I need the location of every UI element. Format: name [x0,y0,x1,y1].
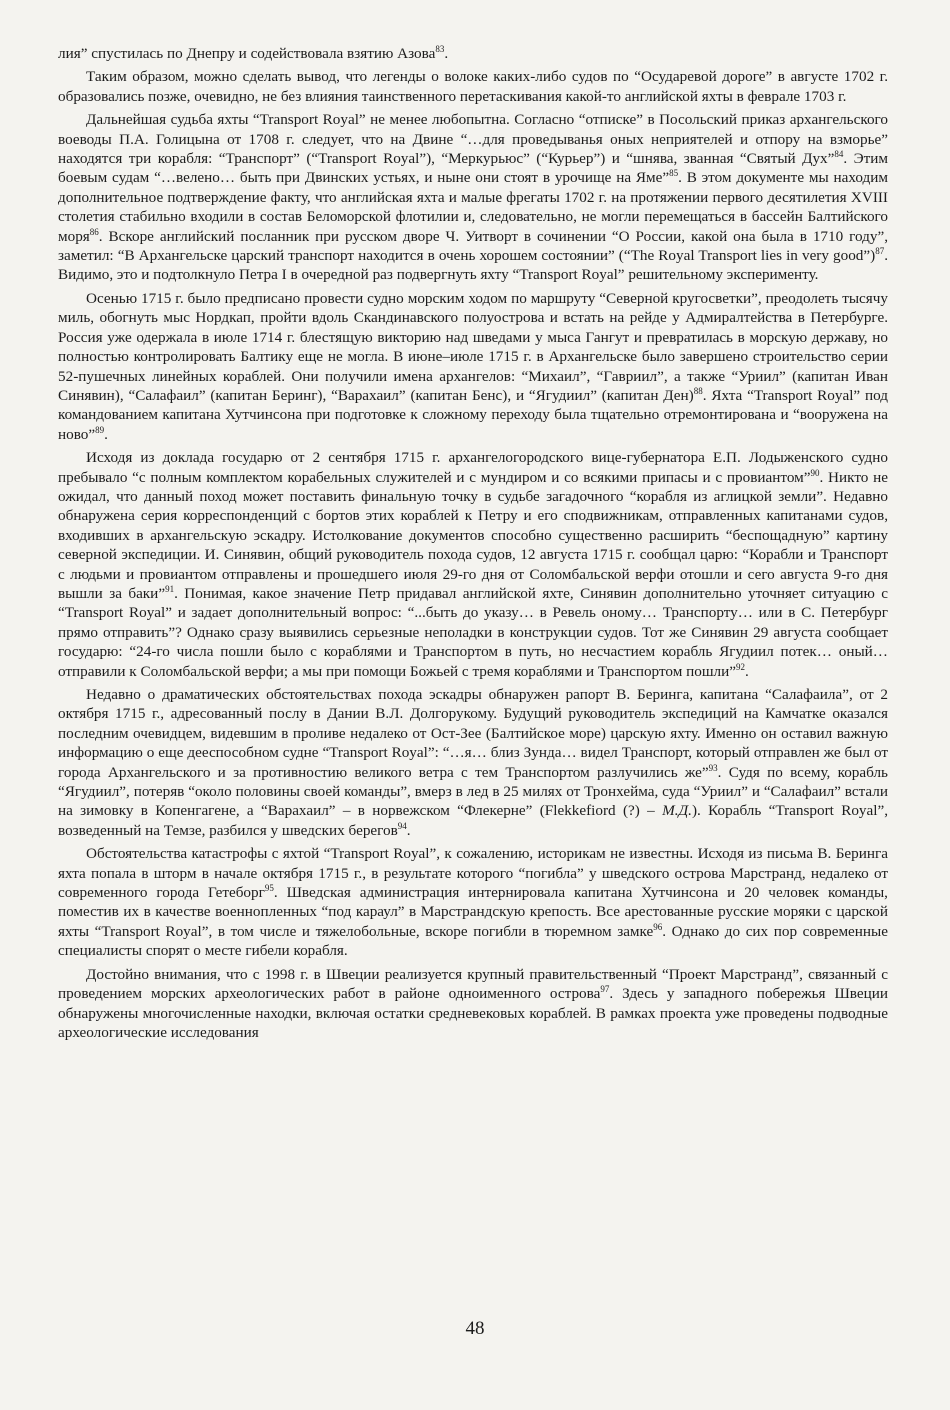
page-number: 48 [465,1318,485,1339]
footnote-ref: 90 [810,467,820,478]
footnote-ref: 83 [435,43,445,54]
text-run: Недавно о драматических обстоятельствах похода эскадры обнаружен рапорт В. Беринга, капитана “Салафаила”, от 2 октября 1715 г., адресованный послу в Дании В.Л. Долгорукому. Будущий руководитель экспедиций на Камчатке оказался последним очевидцем, видевшим в проливе недалеко от Ост-Зее (Балтийское море) царскую яхту. Именно он оставил важную информацию о еще дееспособном судне “Transport Royal”: “…я… близ Зунда… видел Транспорт, который отправлен же был от города Архангельского и за противностию великого ветра с тем Транспортом разлучились же” [58,686,888,781]
footnote-ref: 91 [165,583,175,594]
text-run: Достойно внимания, что с 1998 г. в Швеции реализуется крупный правительственный “Проект Марстранд”, связанный с проведением морских археологических работ в районе одноименного острова [58,965,888,1003]
footnote-ref: 96 [653,921,663,932]
paragraph [58,289,888,444]
text-run: . Судя по всему, корабль “Ягудиил”, потеряв “около половины своей команды”, вмерз в лед в 25 милях от Тронхейма, суда “Уриил” и “Салафаил” встали на зимовку в Копенгагене, а “Варахаил” – в норвежском “Флекерне” (Flekkefiord (?) – [58,763,888,820]
body-text [58,44,888,1042]
footnote-ref: 85 [669,168,679,179]
text-run: . [444,45,449,62]
text-run: лия” спустилась по Днепру и содействовала взятию Азова [58,45,436,62]
text-run: . Понимая, какое значение Петр придавал английской яхте, Синявин дополнительно уточняет ситуацию с “Transport Royal” и задает дополнительный вопрос: “...быть до указу… в Ревель оному… Транспорту… или в С. Петербург прямо отправить”? Однако сразу выявились серьезные неполадки в конструкции судов. Тот же Синявин 29 августа сообщает государю: “24-го числа пошли было с кораблями и Транспортом в путь, но несчастием корабль Ягудиил потек… оный… отправили к Соломбальской верфи; а мы при помощи Божьей с тремя кораблями и Транспортом пошли” [58,584,888,680]
text-run: . Этим боевым судам “…велено… быть при Двинских устьях, и ныне они стоят в урочище на Яме” [58,150,888,187]
text-run: Исходя из доклада государю от 2 сентября 1715 г. архангелогородского вице-губернатора Е.П. Лодыженского судно пребывало “с полным комплектом корабельных служителей и с мундиром и со всякими припасы и с провиантом” [58,449,888,486]
footnote-ref: 95 [264,883,274,893]
text-run: Осенью 1715 г. было предписано провести судно морским ходом по маршруту “Северной кругосветки”, преодолеть тысячу миль, обогнуть мыс Нордкап, пройти вдоль Скандинавского полуострова и встать на рейде у Адмиралтейства в Петербурге. Россия уже одержала в июле 1714 г. блестящую викторию над шведами у мыса Гангут и превратилась в морскую державу, но полностью контролировать Балтику еще не могла. В июне–июле 1715 г. в Архангельске было завершено строительство серии 52-пушечных линейных кораблей. Они получили имена архангелов: “Михаил”, “Гавриил”, а также “Уриил” (капитан Иван Синявин), “Салафаил” (капитан Беринг), “Варахаил” (капитан Бенс), и “Ягудиил” (капитан Ден) [58,289,888,404]
paragraph [58,965,888,1043]
paragraph [58,44,888,63]
footnote-ref: 86 [89,226,99,237]
footnote-ref: 93 [708,762,718,773]
footnote-ref: 89 [95,424,105,435]
text-run: . В этом документе мы находим дополнительное подтверждение факту, что английская яхта и малые фрегаты 1702 г. на протяжении первого десятилетия XVIII столетия стабильно входили в состав Беломорской флотилии и, следовательно, не могли перемещаться в бассейн Балтийского моря [58,169,888,245]
paragraph [58,448,888,681]
text-run: Таким образом, можно сделать вывод, что легенды о волоке каких-либо судов по “Осударевой дороге” в августе 1702 г. образовались позже, очевидно, не без влияния таинственного перетаскивания какой-то английской яхты в феврале 1703 г. [58,68,888,105]
text-run: . Шведская администрация интернировала капитана Хутчинсона и 20 человек команды, поместив их в качестве военнопленных “под караул” в Марстрандскую крепость. Все арестованные русские моряки с царской яхты “Transport Royal”, в том числе и тяжелобольные, вскоре погибли в тюремном замке [58,884,888,940]
footnote-ref: 94 [397,820,407,831]
paragraph [58,110,888,285]
footnote-ref: 97 [600,984,610,995]
footnote-ref: 87 [875,246,885,256]
text-run: . Однако до сих пор современные специалисты спорят о месте гибели корабля. [58,922,889,960]
paragraph [58,67,888,106]
text-run: . [744,662,749,680]
text-run: . Никто не ожидал, что данный поход может поставить финальную точку в судьбе загадочного “корабля из аглицкой земли”. Недавно обнаружена серия корреспонденций с бортов этих кораблей к Петру и его сподвижникам, отправленных капитанами судов, входивших в архангельскую эскадру. Истолкование документов способно существенно расширить “беспощадную” картину северной экспедиции. И. Синявин, общий руководитель похода судов, 12 августа 1715 г. сообщал царю: “Корабли и Транспорт с людьми и провиантом отправлены и прошедшего июля 29-го дня от Соломбальской верфи отошли и сего августа 9-го дня вышли за баки” [58,468,888,602]
footnote-ref: 92 [735,661,745,672]
text-run: . Вскоре английский посланник при русском дворе Ч. Уитворт в сочинении “О России, какой она была в 1710 году”, заметил: “В Архангельске царский транспорт находится в очень хорошем состоянии” (“The Royal Transport lies in very good”) [58,227,888,265]
footnote-ref: 88 [693,385,703,396]
paragraph [58,844,888,960]
paragraph [58,685,888,840]
text-run: Обстоятельства катастрофы с яхтой “Transport Royal”, к сожалению, историкам не известны. Исходя из письма В. Беринга яхта попала в шторм в начале октября 1715 г., в результате которого “погибла” у шведского острова Марстранд, недалеко от современного города Гетеборг [58,845,888,902]
text-run: . Яхта “Transport Royal” под командованием капитана Хутчинсона при подготовке к сложному переходу была тщательно отремонтирована и “вооружена на ново” [58,386,888,443]
text-run: ). Корабль “Transport Royal”, возведенный на Темзе, разбился у шведских берегов [58,802,889,839]
text-run: Дальнейшая судьба яхты “Transport Royal” не менее любопытна. Согласно “отписке” в Посольский приказ архангельского воеводы П.А. Голицына от 1708 г. следует, что на Двине “…для проведыванья оных неприятелей и отпору на взморье” находятся три корабля: “Транспорт” (“Transport Royal”), “Меркурьюс” (“Курьер”) и “шнява, званная “Святый Дух” [58,111,888,168]
text-run: . Видимо, это и подтолкнуло Петра I в очередной раз подвергнуть яхту “Transport Royal” решительному эксперименту. [58,247,888,284]
text-run: . [104,425,108,443]
footnote-ref: 84 [834,148,844,159]
italic-text: М.Д. [662,802,692,820]
text-run: . [406,821,411,839]
text-run: . Здесь у западного побережья Швеции обнаружены многочисленные находки, включая остатки средневековых кораблей. В рамках проекта уже проведены подводные археологические исследования [58,985,888,1041]
